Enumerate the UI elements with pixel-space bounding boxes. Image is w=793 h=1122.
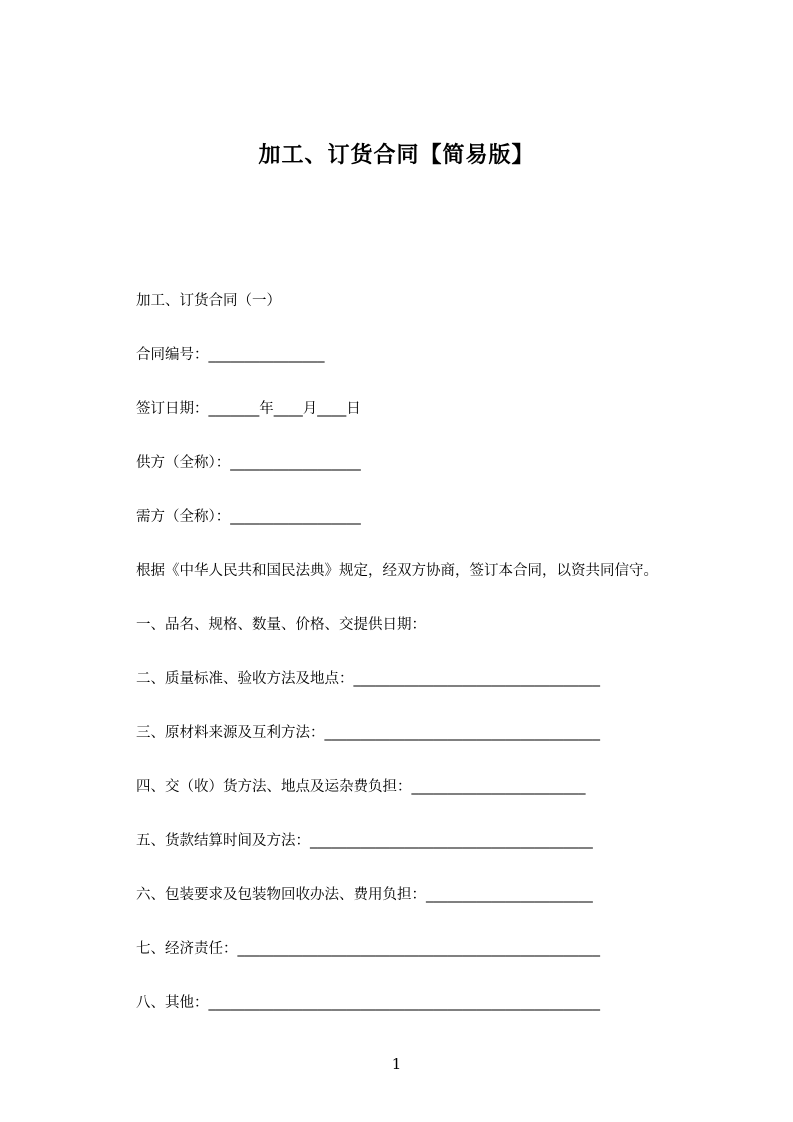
supplier-field: 供方（全称）：__________________ bbox=[136, 455, 361, 471]
clause-5: 五、货款结算时间及方法：_______________________________________ bbox=[136, 833, 593, 849]
document-title: 加工、订货合同【简易版】 bbox=[258, 143, 535, 168]
clause-1: 一、品名、规格、数量、价格、交提供日期： bbox=[136, 617, 426, 633]
clause-6: 六、包装要求及包装物回收办法、费用负担：_______________________ bbox=[136, 887, 593, 903]
buyer-field: 需方（全称）：__________________ bbox=[136, 509, 361, 525]
clause-7: 七、经济责任：__________________________________________________ bbox=[136, 941, 600, 957]
clause-2: 二、质量标准、验收方法及地点：__________________________________ bbox=[136, 671, 600, 687]
contract-number-field: 合同编号：________________ bbox=[136, 347, 325, 363]
clause-8: 八、其他：______________________________________________________ bbox=[136, 995, 600, 1011]
page-number: 1 bbox=[391, 1055, 402, 1073]
preamble-text: 根据《中华人民共和国民法典》规定，经双方协商，签订本合同，以资共同信守。 bbox=[136, 563, 658, 579]
sign-date-field: 签订日期：_______年____月____日 bbox=[136, 401, 361, 417]
contract-subtitle: 加工、订货合同（一） bbox=[136, 293, 281, 309]
clause-3: 三、原材料来源及互利方法：______________________________________ bbox=[136, 725, 600, 741]
clause-4: 四、交（收）货方法、地点及运杂费负担：________________________ bbox=[136, 779, 586, 795]
